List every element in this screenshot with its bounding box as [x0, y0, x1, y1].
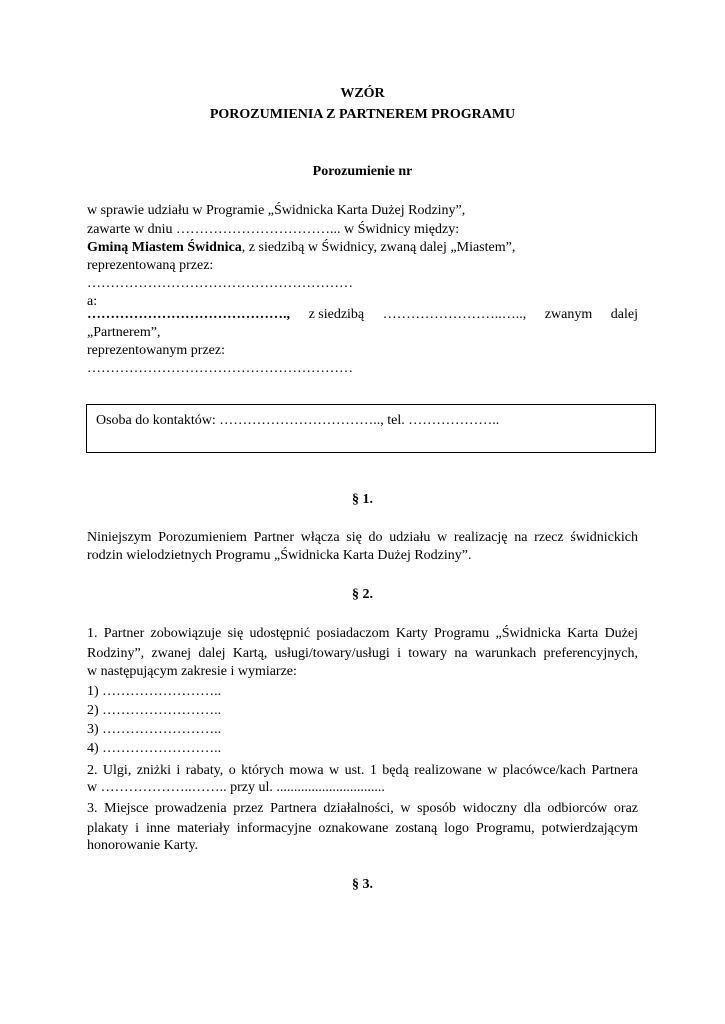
called-label: zwanym [544, 307, 593, 322]
section-1-heading: § 1. [352, 492, 373, 507]
section-1-line-2: rodzin wielodzietnych Programu „Świdnicka Karta Dużej Rodziny”. [87, 548, 472, 563]
section-2-p1-line-3: w następującym zakresie i wymiarze: [87, 664, 297, 679]
partner-quote: „Partnerem”, [87, 325, 161, 340]
section-2-p2-line-1: 2. Ulgi, zniżki i rabaty, o których mowa w ust. 1 będą realizowane w placówce/kach Partnera [87, 763, 638, 778]
city-representative-dots: ………………………………………………… [87, 276, 353, 291]
list-item: 3) …………………….. [87, 722, 222, 737]
intro-line-2: zawarte w dniu ……………………………... w Świdnicy między: [87, 222, 460, 237]
list-item: 1) …………………….. [87, 684, 222, 699]
document-title: WZÓR [340, 86, 385, 101]
seat-label: z siedzibą [308, 307, 365, 322]
section-2-p3-line-3: honorowanie Karty. [87, 838, 199, 853]
section-1-line-1: Niniejszym Porozumieniem Partner włącza się do udziału w realizację na rzecz świdnickich [87, 530, 638, 545]
intro-line-1: w sprawie udziału w Programie „Świdnicka Karta Dużej Rodziny”, [87, 203, 466, 218]
section-3-heading: § 3. [352, 877, 373, 892]
further-label: dalej [610, 307, 638, 322]
and-label: a: [87, 294, 98, 309]
partner-name-dots: ……………………………………., [87, 307, 290, 322]
represented-by-label: reprezentowaną przez: [87, 258, 214, 273]
list-item: 4) …………………….. [87, 741, 222, 756]
section-2-heading: § 2. [352, 587, 373, 602]
seat-dots: ……………………..….., [382, 307, 527, 322]
city-party-line [87, 240, 638, 256]
document-subtitle: POROZUMIENIA Z PARTNEREM PROGRAMU [209, 107, 516, 122]
section-2-p2-line-2: w ………………..…….. przy ul. ............................... [87, 780, 385, 795]
represented-by-label-2: reprezentowanym przez: [87, 343, 225, 358]
partner-line [87, 307, 638, 323]
section-2-p1-line-1: 1. Partner zobowiązuje się udostępnić posiadaczom Karty Programu „Świdnicka Karta Dużej [87, 626, 638, 641]
section-2-p1-line-2: Rodziny”, zwanej dalej Kartą, usługi/towary/usługi i towary na warunkach preferencyjnych, [87, 646, 638, 661]
city-name: Gminą Miastem Świdnica [87, 240, 242, 255]
section-2-p3-line-2: plakaty i inne materiały informacyjne oznakowane zostaną logo Programu, potwierdzającym [87, 821, 638, 836]
partner-representative-dots: ………………………………………………… [87, 361, 353, 376]
contact-box [86, 404, 656, 453]
section-2-p3-line-1: 3. Miejsce prowadzenia przez Partnera działalności, w sposób widoczny dla odbiorców oraz [87, 801, 638, 816]
contact-person-line: Osoba do kontaktów: …………………………….., tel. ……………….. [96, 413, 500, 428]
city-description: , z siedzibą w Świdnicy, zwaną dalej „Miastem”, [241, 240, 516, 255]
agreement-number: Porozumienie nr [312, 164, 413, 179]
list-item: 2) …………………….. [87, 703, 222, 718]
